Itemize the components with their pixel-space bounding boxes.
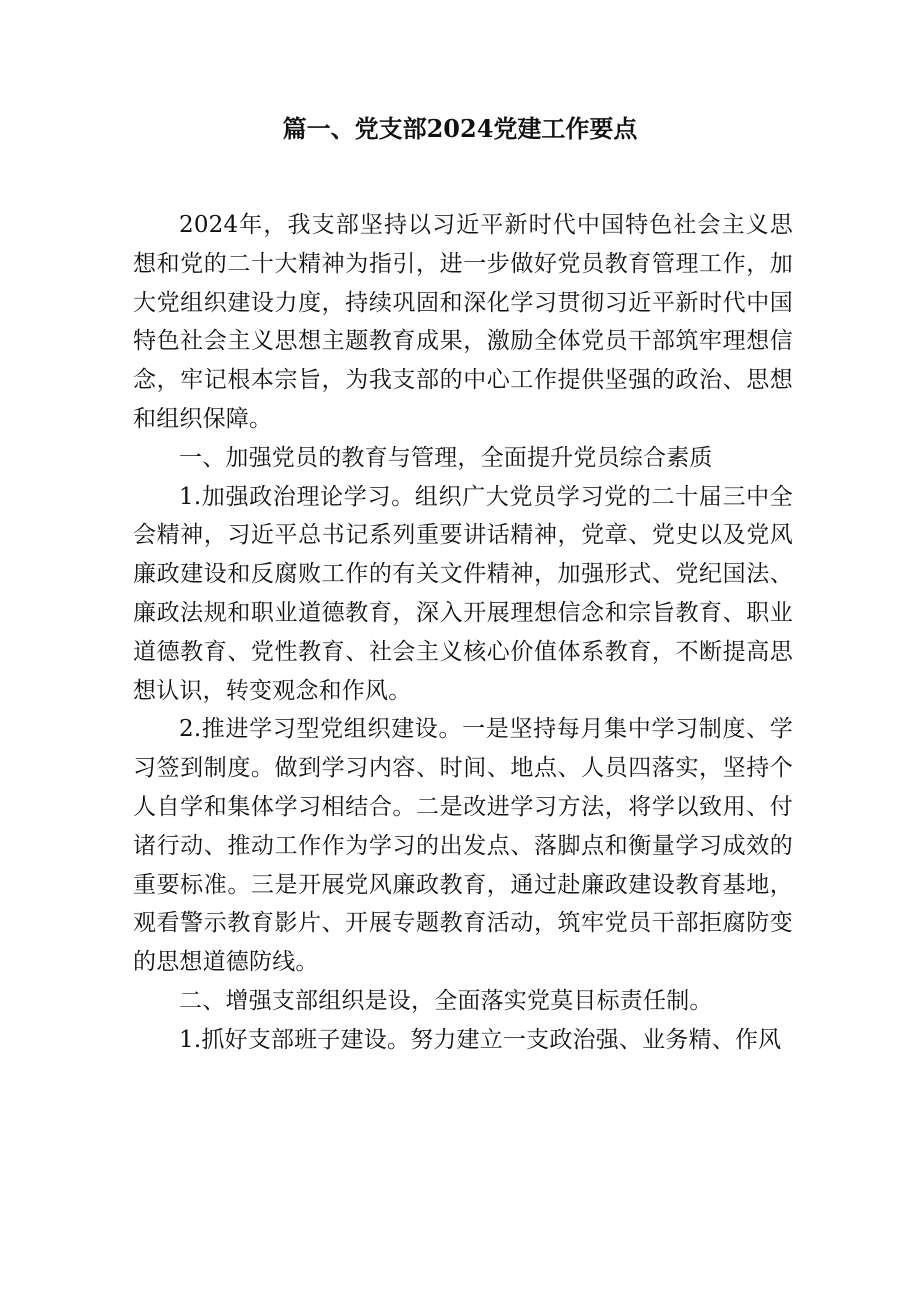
section-heading-1: 一、加强党员的教育与管理，全面提升党员综合素质 [179, 444, 713, 471]
paragraph-intro: 2024年，我支部坚持以习近平新时代中国特色社会主义思想和党的二十大精神为指引，进一步做好党员教育管理工作，加大党组织建设力度，持续巩固和深化学习贯彻习近平新时代中国特色社会主义思想主题教育成果，激励全体党员干部筑牢理想信念，牢记根本宗旨，为我支部的中心工作提供坚强的政治、思想和组织保障。 [133, 212, 793, 432]
document-body [133, 206, 793, 1060]
section-heading-2: 二、增强支部组织是设，全面落实党莫目标责任制。 [179, 987, 713, 1014]
paragraph-2-1: 1.抓好支部班子建设。努力建立一支政治强、业务精、作风 [179, 1026, 782, 1053]
document-title: 篇一、党支部2024党建工作要点 [282, 114, 638, 143]
paragraph-1-2: 2.推进学习型党组织建设。一是坚持每月集中学习制度、学习签到制度。做到学习内容、时间、地点、人员四落实，坚持个人自学和集体学习相结合。二是改进学习方法，将学以致用、付诸行动、推动工作作为学习的出发点、落脚点和衡量学习成效的重要标准。三是开展党风廉政教育，通过赴廉政建设教育基地，观看警示教育影片、开展专题教育活动，筑牢党员干部拒腐防变的思想道德防线。 [133, 716, 793, 976]
paragraph-1-1: 1.加强政治理论学习。组织广大党员学习党的二十届三中全会精神，习近平总书记系列重要讲话精神，党章、党史以及党风廉政建设和反腐败工作的有关文件精神，加强形式、党纪国法、廉政法规和职业道德教育，深入开展理想信念和宗旨教育、职业道德教育、党性教育、社会主义核心价值体系教育，不断提高思想认识，转变观念和作风。 [133, 483, 793, 704]
